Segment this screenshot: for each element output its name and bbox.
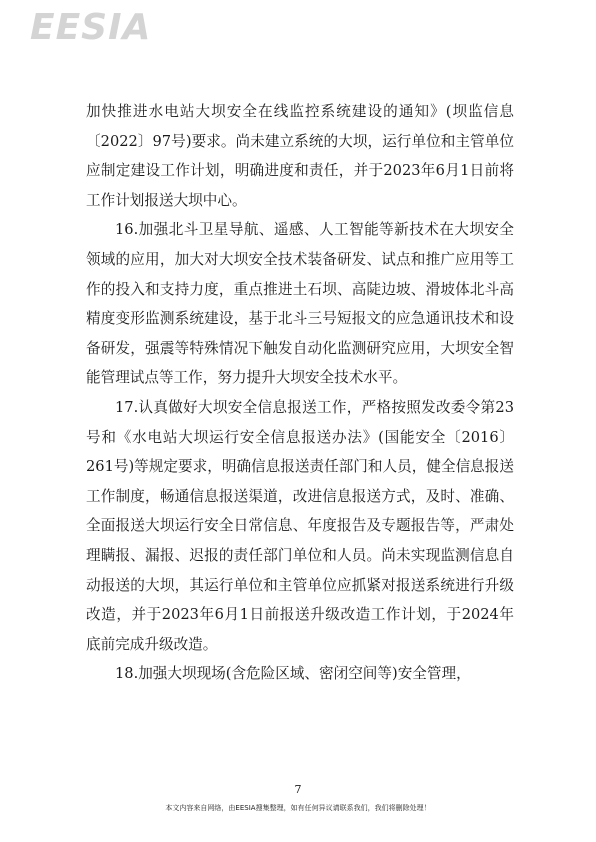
paragraph-item-17: 17.认真做好大坝安全信息报送工作，严格按照发改委令第23号和《水电站大坝运行安全信息报送办法》(国能安全〔2016〕261号)等规定要求，明确信息报送责任部门和人员，健全信息报送工作制度，畅通信息报送渠道，改进信息报送方式，及时、准确、全面报送大坝运行安全日常信息、年度报告及专题报告等，严肃处理瞒报、漏报、迟报的责任部门单位和人员。尚未实现监测信息自动报送的大坝，其运行单位和主管单位应抓紧对报送系统进行升级改造，并于2023年6月1日前报送升级改造工作计划，于2024年底前完成升级改造。 [86, 398, 514, 653]
page-number: 7 [294, 783, 302, 796]
paragraph-notice-continuation: 加快推进水电站大坝安全在线监控系统建设的通知》(坝监信息〔2022〕97号)要求。尚未建立系统的大坝，运行单位和主管单位应制定建设工作计划，明确进度和责任，并于2023年6月1日前将工作计划报送大坝中心。 [86, 103, 514, 209]
paragraph-item-16: 16.加强北斗卫星导航、遥感、人工智能等新技术在大坝安全领域的应用，加大对大坝安全技术装备研发、试点和推广应用等工作的投入和支持力度，重点推进土石坝、高陡边坡、滑坡体北斗高精度变形监测系统建设，基于北斗三号短报文的应急通讯技术和设备研发，强震等特殊情况下触发自动化监测研究应用，大坝安全智能管理试点等工作，努力提升大坝安全技术水平。 [86, 221, 514, 387]
footer-disclaimer: 本文内容来自网络，由EESIA搜集整理，如有任何异议请联系我们，我们将删除处理！ [165, 804, 431, 812]
document-body [86, 97, 514, 689]
paragraph-item-18: 18.加强大坝现场(含危险区域、密闭空间等)安全管理， [115, 665, 471, 683]
eesia-logo: EESIA [30, 7, 152, 48]
